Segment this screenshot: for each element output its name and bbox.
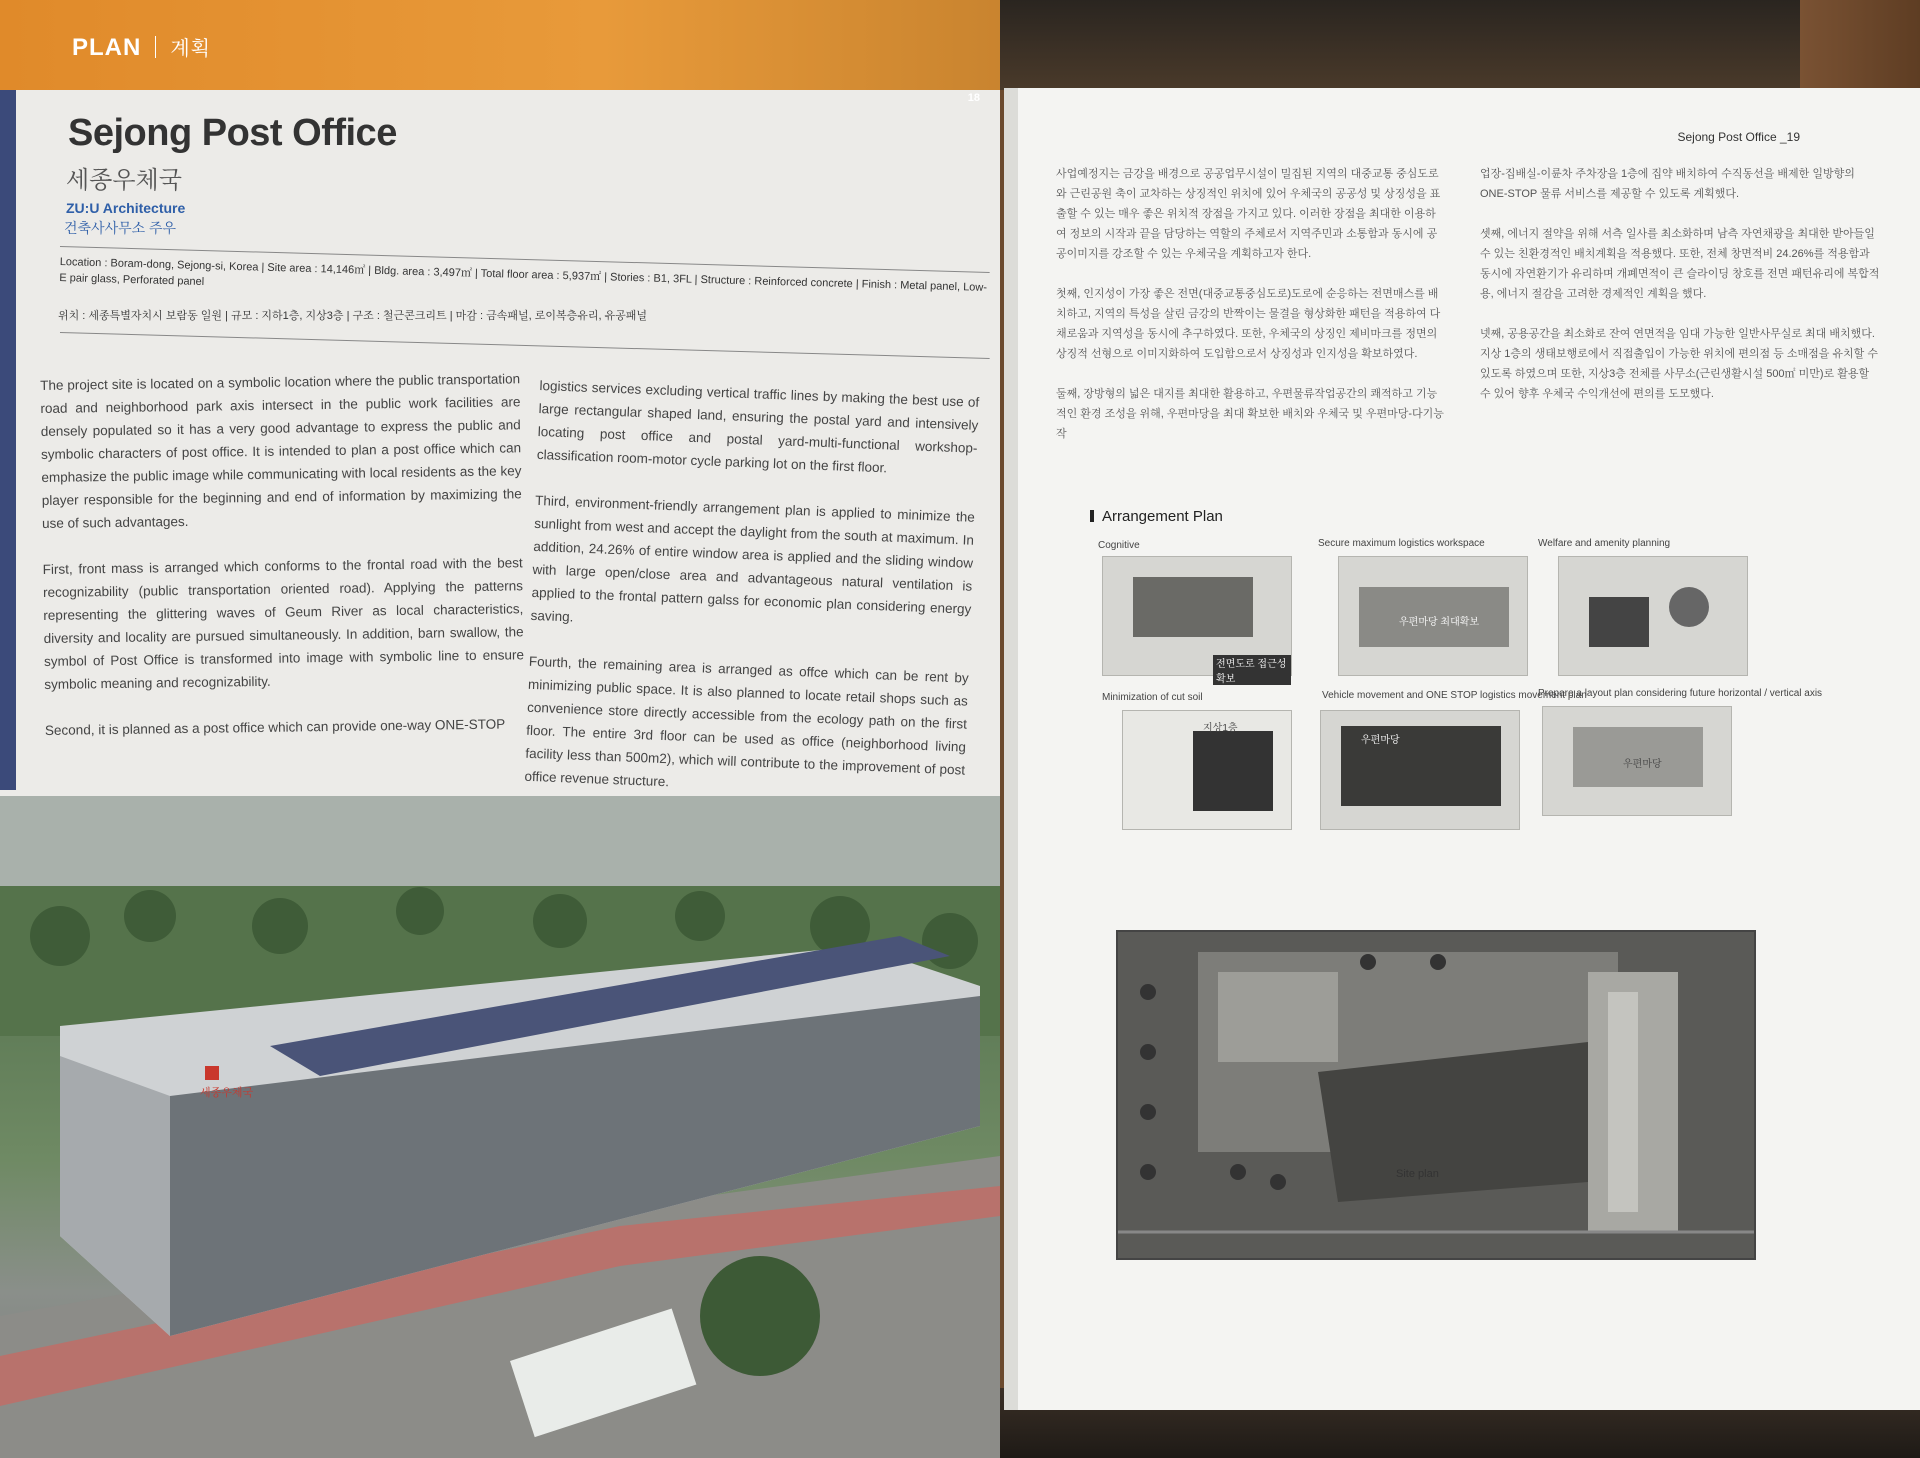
body-column-2 [523,374,979,828]
architect-name-ko: 건축사사무소 주우 [64,220,177,236]
diagram-label: Cognitive [1098,540,1140,551]
diagram-logistics [1338,556,1528,676]
page-title-ko: 세종우체국 [66,167,182,194]
paragraph: logistics services excluding vertical traffic lines by making the best use of large rectangular shaped land, ensuring the postal yard and intensively locating post office and postal yard-multi-functional workshop-classification room-motor cycle parking lot on the first floor. [536,377,980,476]
diagram-footprint [1193,731,1273,811]
paragraph: 첫째, 인지성이 가장 좋은 전면(대중교통중심도로)도로에 순응하는 전면매스를 배치하고, 지역의 특성을 살린 금강의 반짝이는 물결을 형상화한 패턴을 적용하여 다채로움과 지역성을 동시에 추구하였다. 또한, 우체국의 상징인 제비마크를 정면의 상징적 선형으로 이미지화하여 도입함으로서 상징성과 인지성을 확보하였다. [1056,288,1441,360]
page-title: Sejong Post Office [68,112,397,154]
site-plan-caption: Site plan [1396,1168,1439,1180]
running-head: Sejong Post Office _19 [1677,130,1800,144]
page-number-left: 18 [967,92,980,104]
building-sign: 세종우체국 [200,1087,254,1099]
paragraph: Third, environment-friendly arrangement plan is applied to minimize the sunlight from west and accept the daylight from the south at maximum. In addition, 24.26% of entire window area is applied and the sliding window with large open/close area and advantageous natural ventilation is applied to the frontal pattern galss for economic plan considering energy saving. [530,492,976,625]
heading-marker [1090,510,1094,522]
right-page [1004,88,1920,1410]
divider [60,332,990,359]
tennis-courts [1218,972,1338,1062]
diagram-building [1133,577,1253,637]
arrangement-plan-heading [1090,508,1223,525]
architect-name: ZU:U Architecture [66,200,186,216]
paragraph: Second, it is planned as a post office which can provide one-way ONE-STOP [44,716,506,738]
ko-column-1 [1056,164,1446,464]
page-edge-strip [0,90,16,790]
diagram-cut-soil [1122,710,1292,830]
paragraph: 셋째, 에너지 절약을 위해 서측 일사를 최소화하며 남측 자연채광을 최대한 받아들일 수 있는 친환경적인 배치계획을 적용했다. 또한, 전체 창면적비 24.26%를 적용함과 동시에 자연환기가 유리하며 개폐면적이 큰 슬라이딩 창호를 전면 패턴유리에 복합적용, 에너지 절감을 고려한 경제적인 계획을 했다. [1480,228,1880,300]
section-separator [155,36,156,58]
body-column-1 [40,367,525,765]
building-side [60,1056,170,1336]
diagram-tag: 전면도로 접근성 확보 [1213,655,1291,685]
site-plan-drawing [1118,932,1756,1260]
diagram-cognitive [1102,556,1292,685]
paragraph: 업장-집배실-이륜차 주차장을 1층에 집약 배치하여 수직동선을 배제한 일방향의 ONE-STOP 물류 서비스를 제공할 수 있도록 계획했다. [1480,168,1855,200]
diagram-label: Welfare and amenity planning [1538,538,1671,549]
diagram-tag: 우편마당 [1361,735,1400,746]
paragraph: First, front mass is arranged which conforms to the frontal road with the best recognizability (public transportation oriented road). Applying the patterns representing the glittering waves of Geum River as local characteristics, diversity and locality are pursued simultaneously. In addition, barn swallow, the symbol of Post Office is transformed into image with symbolic line to ensure symbolic meaning and recognizability. [42,555,525,692]
section-label-en: PLAN [72,34,142,61]
diagram-future-axis [1542,706,1732,816]
paragraph: 넷째, 공용공간을 최소화로 잔여 연면적을 임대 가능한 일반사무실로 최대 배치했다. 지상 1층의 생태보행로에서 직접출입이 가능한 위치에 편의점 등 소매점을 유치할 수 있도록 하였으며 또한, 지상3층 전체를 사무소(근린생활시설 500㎡ 미만)로 활용할 수 있어 향후 우체국 수익개선에 편의를 도모했다. [1480,328,1878,400]
section-band [0,0,1000,104]
paragraph: Fourth, the remaining area is arranged as offce which can be rent by minimizing public space. It is also planned to locate retail shops such as convenience store directly accessible from the ecology path on the first floor. The entire 3rd floor can be used as office (neighborhood living facility less than 500m2), which will contribute to the improvement of post office revenue structure. [524,653,969,790]
roof-strip [1608,992,1638,1212]
post-logo [205,1066,219,1080]
diagram-amenity [1669,587,1709,627]
paragraph: 사업예정지는 금강을 배경으로 공공업무시설이 밀집된 지역의 대중교통 중심도로와 근린공원 축이 교차하는 상징적인 위치에 있어 우체국의 공공성 및 상징성을 표출할 수 있는 매우 좋은 위치적 장점을 가지고 있다. 이러한 장점을 최대한 이용하여 정보의 시작과 끝을 담당하는 역할의 주체로서 지역주민과 소통함과 동시에 공공이미지를 강조할 수 있는 우체국을 계획하고자 한다. [1056,168,1441,260]
diagram-tag: 우편마당 [1623,759,1662,770]
diagram-tag: 우편마당 최대확보 [1399,617,1480,628]
project-specs: Location : Boram-dong, Sejong-si, Korea | Site area : 14,146㎡ | Bldg. area : 3,497㎡ | Total floor area : 5,937㎡ | Stories : B1, 3FL | Structure : Reinforced concrete | Finish : Metal panel, Low-E pair glass, Perforated panel [59,255,988,294]
diagram-label: Vehicle movement and ONE STOP logistics movement plan [1322,690,1587,701]
tree-foreground [700,1256,820,1376]
diagram-label: Prepare a layout plan considering future horizontal / vertical axis [1538,688,1823,699]
diagram-mass [1589,597,1649,647]
arrangement-plan-title: Arrangement Plan [1102,508,1223,525]
diagram-vehicle [1320,710,1520,830]
building-rendering [0,796,1000,1458]
paragraph: 둘째, 장방형의 넓은 대지를 최대한 활용하고, 우편물류작업공간의 쾌적하고 기능적인 환경 조성을 위해, 우편마당을 최대 확보한 배치와 우체국 및 우편마당-다기능작 [1056,388,1444,440]
ko-column-2 [1480,164,1880,424]
site-plan-image [1116,930,1756,1260]
diagram-welfare [1558,556,1748,676]
project-specs-ko: 위치 : 세종특별자치시 보람동 일원 | 규모 : 지하1층, 지상3층 | 구조 : 철근콘크리트 | 마감 : 금속패널, 로이복층유리, 유공패널 [58,310,648,322]
paragraph: The project site is located on a symbolic location where the public transportation road and neighborhood park axis intersect in the public work facilities are densely populated so it has a very good advantage to express the public and symbolic characters of post office. It is intended to plan a post office which can emphasize the public image while communicating with local residents as the key player responsible for the beginning and end of information by maximizing the use of such advantages. [40,371,522,531]
diagram-tag: 지상1층 [1203,723,1238,734]
section-label-ko: 계획 [170,38,211,60]
rendering-illustration [0,796,1000,1458]
section-label [72,32,211,62]
diagram-label: Minimization of cut soil [1102,692,1203,703]
diagram-label: Secure maximum logistics workspace [1318,538,1485,549]
